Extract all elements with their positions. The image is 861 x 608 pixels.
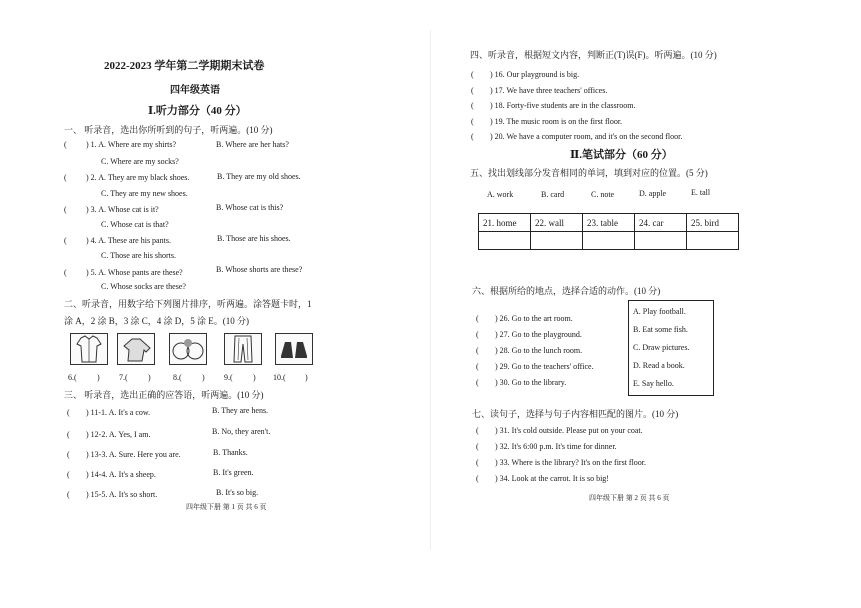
- question-2-option-a: ) 2. A. They are my black shoes.: [86, 173, 190, 182]
- question-18-blank[interactable]: (: [471, 101, 474, 110]
- question-2-option-c: C. They are my new shoes.: [101, 189, 188, 198]
- question-32-blank[interactable]: (: [476, 442, 479, 451]
- question-26-text: ) 26. Go to the art room.: [495, 314, 573, 323]
- question-28-text: ) 28. Go to the lunch room.: [495, 346, 583, 355]
- page-footer-left: 四年级下册 第 1 页 共 6 页: [186, 503, 267, 511]
- answer-9-open[interactable]: 9.(: [224, 373, 233, 382]
- answer-7-close: ): [148, 373, 151, 382]
- question-29-blank[interactable]: (: [476, 362, 479, 371]
- question-5-option-a: ) 5. A. Whose pants are these?: [86, 268, 183, 277]
- picture-shoes: [275, 333, 313, 365]
- answer-7-open[interactable]: 7.(: [119, 373, 128, 382]
- answer-10-open[interactable]: 10.(: [273, 373, 286, 382]
- part2-heading: Ⅱ.笔试部分（60 分）: [570, 149, 673, 161]
- question-14-blank[interactable]: (: [67, 470, 70, 479]
- question-20-blank[interactable]: (: [471, 132, 474, 141]
- question-17-blank[interactable]: (: [471, 86, 474, 95]
- picture-sweater: [117, 333, 155, 365]
- question-4-option-a: ) 4. A. These are his pants.: [86, 236, 171, 245]
- question-30-text: ) 30. Go to the library.: [495, 378, 567, 387]
- option-c-word: C. note: [591, 190, 615, 199]
- answer-8-open[interactable]: 8.(: [173, 373, 182, 382]
- sound-table: [478, 213, 739, 250]
- question-3-option-b: B. Whose cat is this?: [216, 203, 284, 212]
- answer-9-close: ): [253, 373, 256, 382]
- option-a-word: A. work: [487, 190, 514, 199]
- section7-heading: 七、读句子，选择与句子内容相匹配的图片。(10 分): [472, 409, 679, 419]
- action-c: C. Draw pictures.: [633, 343, 690, 352]
- question-19-blank[interactable]: (: [471, 117, 474, 126]
- question-33-text: ) 33. Where is the library? It's on the first floor.: [495, 458, 647, 467]
- exam-title: 2022-2023 学年第二学期期末试卷: [104, 60, 265, 72]
- question-31-text: ) 31. It's cold outside. Please put on your coat.: [495, 426, 643, 435]
- answer-6-open[interactable]: 6.(: [68, 373, 77, 382]
- option-e-word: E. tall: [691, 188, 711, 197]
- question-1-option-b: B. Where are her hats?: [216, 140, 289, 149]
- question-15-option-a: ) 15-5. A. It's so short.: [86, 490, 158, 499]
- question-19-text: ) 19. The music room is on the first floor.: [490, 117, 623, 126]
- question-32-text: ) 32. It's 6:00 p.m. It's time for dinner.: [495, 442, 617, 451]
- answer-cell-25[interactable]: [687, 232, 739, 250]
- question-13-option-a: ) 13-3. A. Sure. Here you are.: [86, 450, 181, 459]
- question-18-text: ) 18. Forty-five students are in the classroom.: [490, 101, 636, 110]
- question-2-option-b: B. They are my old shoes.: [217, 172, 301, 181]
- question-15-option-b: B. It's so big.: [216, 488, 259, 497]
- picture-shirt: [70, 333, 108, 365]
- question-5-option-c: C. Whose socks are these?: [101, 282, 186, 291]
- answer-cell-23[interactable]: [583, 232, 635, 250]
- question-28-blank[interactable]: (: [476, 346, 479, 355]
- question-4-option-b: B. Those are his shoes.: [217, 234, 291, 243]
- cell-24: 24. car: [635, 214, 687, 232]
- question-14-option-a: ) 14-4. A. It's a sheep.: [86, 470, 156, 479]
- exam-subtitle: 四年级英语: [170, 85, 220, 96]
- question-34-text: ) 34. Look at the carrot. It is so big!: [495, 474, 609, 483]
- action-b: B. Eat some fish.: [633, 325, 688, 334]
- picture-tomatoes: [169, 333, 207, 365]
- question-2-blank[interactable]: (: [64, 173, 67, 182]
- answer-cell-21[interactable]: [479, 232, 531, 250]
- question-30-blank[interactable]: (: [476, 378, 479, 387]
- question-13-option-b: B. Thanks.: [213, 448, 248, 457]
- question-1-blank[interactable]: (: [64, 140, 67, 149]
- cell-21: 21. home: [479, 214, 531, 232]
- question-12-option-a: ) 12-2. A. Yes, I am.: [86, 430, 151, 439]
- answer-8-close: ): [202, 373, 205, 382]
- question-13-blank[interactable]: (: [67, 450, 70, 459]
- option-b-word: B. card: [541, 190, 565, 199]
- answer-6-close: ): [97, 373, 100, 382]
- page-divider: [430, 30, 431, 550]
- question-34-blank[interactable]: (: [476, 474, 479, 483]
- section6-heading: 六、根据所给的地点，选择合适的动作。(10 分): [472, 286, 661, 296]
- question-3-option-c: C. Whose cat is that?: [101, 220, 169, 229]
- question-16-blank[interactable]: (: [471, 70, 474, 79]
- section2-heading-line1: 二、听录音，用数字给下列图片排序，听两遍。涂答题卡时，1: [64, 299, 312, 309]
- question-17-text: ) 17. We have three teachers' offices.: [490, 86, 608, 95]
- part1-heading: Ⅰ.听力部分（40 分）: [148, 105, 247, 117]
- picture-pants: [224, 333, 262, 365]
- page-footer-right: 四年级下册 第 2 页 共 6 页: [589, 494, 670, 502]
- cell-22: 22. wall: [531, 214, 583, 232]
- question-3-option-a: ) 3. A. Whose cat is it?: [86, 205, 159, 214]
- action-e: E. Say hello.: [633, 379, 674, 388]
- answer-cell-24[interactable]: [635, 232, 687, 250]
- question-4-option-c: C. Those are his shorts.: [101, 251, 176, 260]
- section4-heading: 四、听录音，根据短文内容，判断正(T)误(F)。听两遍。(10 分): [470, 50, 717, 60]
- question-11-option-b: B. They are hens.: [212, 406, 269, 415]
- question-29-text: ) 29. Go to the teachers' office.: [495, 362, 594, 371]
- question-1-option-c: C. Where are my socks?: [101, 157, 179, 166]
- action-a: A. Play football.: [633, 307, 686, 316]
- question-16-text: ) 16. Our playground is big.: [490, 70, 580, 79]
- question-14-option-b: B. It's green.: [213, 468, 254, 477]
- cell-25: 25. bird: [687, 214, 739, 232]
- question-5-blank[interactable]: (: [64, 268, 67, 277]
- question-4-blank[interactable]: (: [64, 236, 67, 245]
- question-1-option-a: ) 1. A. Where are my shirts?: [86, 140, 177, 149]
- question-5-option-b: B. Whose shorts are these?: [216, 265, 303, 274]
- cell-23: 23. table: [583, 214, 635, 232]
- question-27-blank[interactable]: (: [476, 330, 479, 339]
- question-33-blank[interactable]: (: [476, 458, 479, 467]
- section1-heading: 一、 听录音，选出你所听到的句子，听两遍。(10 分): [64, 125, 273, 135]
- section3-heading: 三、 听录音，选出正确的应答语，听两遍。(10 分): [64, 390, 264, 400]
- question-27-text: ) 27. Go to the playground.: [495, 330, 582, 339]
- action-d: D. Read a book.: [633, 361, 685, 370]
- question-20-text: ) 20. We have a computer room, and it's on the second floor.: [490, 132, 683, 141]
- question-3-blank[interactable]: (: [64, 205, 67, 214]
- question-11-blank[interactable]: (: [67, 408, 70, 417]
- question-31-blank[interactable]: (: [476, 426, 479, 435]
- question-12-blank[interactable]: (: [67, 430, 70, 439]
- option-d-word: D. apple: [639, 189, 667, 198]
- section5-heading: 五、找出划线部分发音相同的单词，填到对应的位置。(5 分): [470, 168, 708, 178]
- section2-heading-line2: 涂 A，2 涂 B，3 涂 C，4 涂 D，5 涂 E。(10 分): [64, 316, 249, 326]
- question-12-option-b: B. No, they aren't.: [212, 427, 271, 436]
- question-11-option-a: ) 11-1. A. It's a cow.: [86, 408, 151, 417]
- answer-10-close: ): [305, 373, 308, 382]
- question-26-blank[interactable]: (: [476, 314, 479, 323]
- question-15-blank[interactable]: (: [67, 490, 70, 499]
- answer-cell-22[interactable]: [531, 232, 583, 250]
